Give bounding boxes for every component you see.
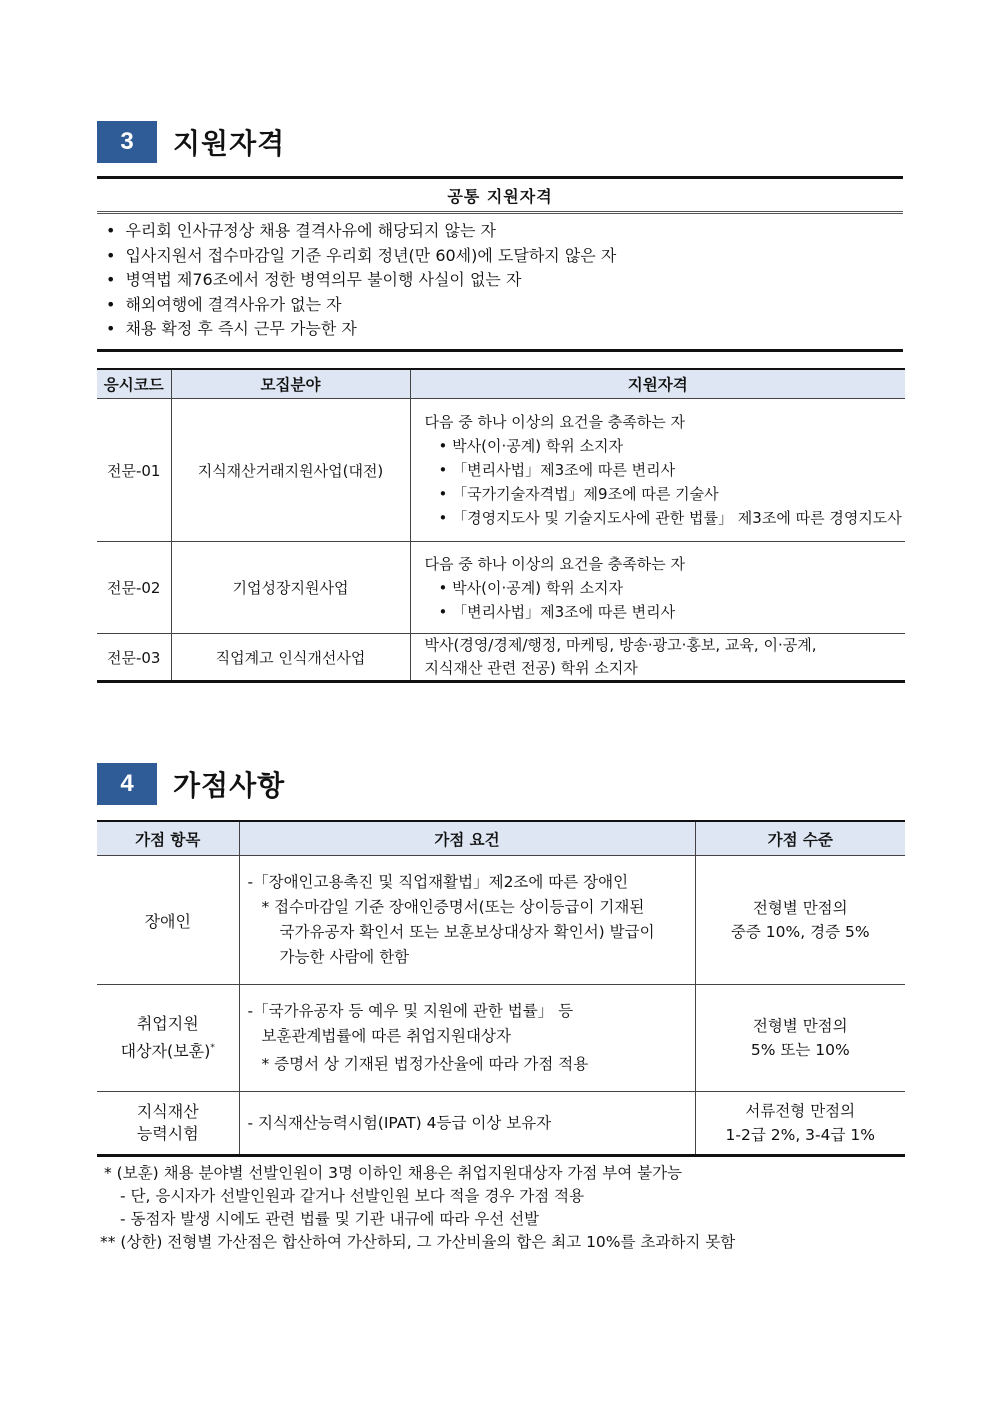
bonus-level	[695, 1092, 905, 1156]
qualification-table	[97, 368, 905, 683]
requirement-line: -「장애인고용촉진 및 직업재활법」제2조에 따른 장애인	[247, 873, 629, 891]
exam-code: 전문-03	[97, 634, 171, 682]
footnote: - 동점자 발생 시에도 관련 법률 및 기관 내규에 따라 우선 선발	[120, 1210, 540, 1228]
recruit-field: 지식재산거래지원사업(대전)	[171, 399, 410, 542]
column-header: 가점 항목	[97, 821, 239, 856]
qualification-intro: 다음 중 하나 이상의 요건을 충족하는 자	[424, 413, 685, 431]
bonus-item: 장애인	[97, 856, 239, 985]
exam-code: 전문-02	[97, 542, 171, 634]
table-row	[97, 1092, 905, 1156]
item-line: 능력시험	[136, 1124, 199, 1143]
bonus-item	[97, 1092, 239, 1156]
qualification-item: • 박사(이·공계) 학위 소지자	[425, 434, 906, 458]
column-header: 가점 요건	[239, 821, 695, 856]
requirement-line: - 지식재산능력시험(IPAT) 4등급 이상 보유자	[247, 1113, 552, 1132]
item-line: 대상자(보훈)	[120, 1041, 211, 1061]
bonus-requirement	[239, 985, 695, 1092]
list-item: • 채용 확정 후 즉시 근무 가능한 자	[106, 317, 616, 342]
bonus-level	[695, 985, 905, 1092]
qualification-cell	[410, 399, 905, 542]
common-qualification-list	[106, 219, 616, 342]
table-row	[97, 634, 905, 682]
footnote-mark: *	[210, 1043, 215, 1054]
section-number: 3	[97, 121, 157, 163]
qualification-item: • 「국가기술자격법」제9조에 따른 기술사	[425, 482, 906, 506]
list-item: • 입사지원서 접수마감일 기준 우리회 정년(만 60세)에 도달하지 않은 자	[106, 244, 616, 269]
requirement-line: * 접수마감일 기준 장애인증명서(또는 상이등급이 기재된	[261, 898, 645, 916]
common-qualification-heading: 공통 지원자격	[97, 176, 903, 214]
requirement-line: 가능한 사람에 한함	[279, 948, 410, 966]
column-header: 가점 수준	[695, 821, 905, 856]
table-row	[97, 856, 905, 985]
table-row	[97, 399, 905, 542]
qualification-item: • 박사(이·공계) 학위 소지자	[425, 576, 906, 600]
qualification-item: • 「변리사법」제3조에 따른 변리사	[425, 600, 906, 624]
level-line: 서류전형 만점의	[745, 1102, 856, 1120]
bonus-requirement	[239, 1092, 695, 1156]
footnotes	[100, 1162, 736, 1254]
level-line: 전형별 만점의	[752, 899, 848, 917]
section-title: 지원자격	[173, 127, 286, 160]
requirement-line: -「국가유공자 등 예우 및 지원에 관한 법률」 등	[247, 1002, 574, 1020]
qualification-item: • 「변리사법」제3조에 따른 변리사	[425, 458, 906, 482]
section-3-heading	[97, 120, 285, 164]
column-header: 모집분야	[171, 369, 410, 399]
item-line: 취업지원	[136, 1014, 199, 1034]
level-line: 5% 또는 10%	[750, 1041, 850, 1059]
table-header-row	[97, 821, 905, 856]
footnote: - 단, 응시자가 선발인원과 같거나 선발인원 보다 적을 경우 가점 적용	[120, 1187, 585, 1205]
section-4-heading	[97, 762, 285, 806]
requirement-line: 보훈관계법률에 따른 취업지원대상자	[261, 1027, 511, 1045]
column-header: 지원자격	[410, 369, 905, 399]
divider	[97, 349, 903, 352]
bonus-item	[97, 985, 239, 1092]
recruit-field: 기업성장지원사업	[171, 542, 410, 634]
section-number: 4	[97, 763, 157, 805]
bonus-requirement	[239, 856, 695, 985]
section-title: 가점사항	[173, 769, 286, 802]
qualification-cell	[410, 634, 905, 682]
level-line: 1-2급 2%, 3-4급 1%	[725, 1126, 875, 1144]
bonus-points-table	[97, 820, 905, 1157]
qualification-line: 박사(경영/경제/행정, 마케팅, 방송·광고·홍보, 교육, 이·공계,	[424, 636, 817, 654]
recruit-field: 직업계고 인식개선사업	[171, 634, 410, 682]
qualification-item: • 「경영지도사 및 기술지도사에 관한 법률」 제3조에 따른 경영지도사	[425, 506, 906, 530]
requirement-line: * 증명서 상 기재된 법정가산율에 따라 가점 적용	[261, 1055, 589, 1073]
bonus-level	[695, 856, 905, 985]
qualification-line: 지식재산 관련 전공) 학위 소지자	[424, 659, 638, 677]
level-line: 중증 10%, 경증 5%	[730, 923, 870, 941]
list-item: • 해외여행에 결격사유가 없는 자	[106, 293, 616, 318]
table-row	[97, 985, 905, 1092]
table-row	[97, 542, 905, 634]
list-item: • 우리회 인사규정상 채용 결격사유에 해당되지 않는 자	[106, 219, 616, 244]
footnote: ** (상한) 전형별 가산점은 합산하여 가산하되, 그 가산비율의 합은 최고 10%를 초과하지 못함	[100, 1233, 736, 1251]
level-line: 전형별 만점의	[752, 1017, 848, 1035]
requirement-line: 국가유공자 확인서 또는 보훈보상대상자 확인서) 발급이	[279, 923, 655, 941]
footnote: * (보훈) 채용 분야별 선발인원이 3명 이하인 채용은 취업지원대상자 가점 부여 불가능	[104, 1164, 683, 1182]
table-header-row	[97, 369, 905, 399]
qualification-intro: 다음 중 하나 이상의 요건을 충족하는 자	[424, 554, 685, 573]
exam-code: 전문-01	[97, 399, 171, 542]
column-header: 응시코드	[97, 369, 171, 399]
list-item: • 병역법 제76조에서 정한 병역의무 불이행 사실이 없는 자	[106, 268, 616, 293]
item-line: 지식재산	[136, 1102, 199, 1121]
qualification-cell	[410, 542, 905, 634]
